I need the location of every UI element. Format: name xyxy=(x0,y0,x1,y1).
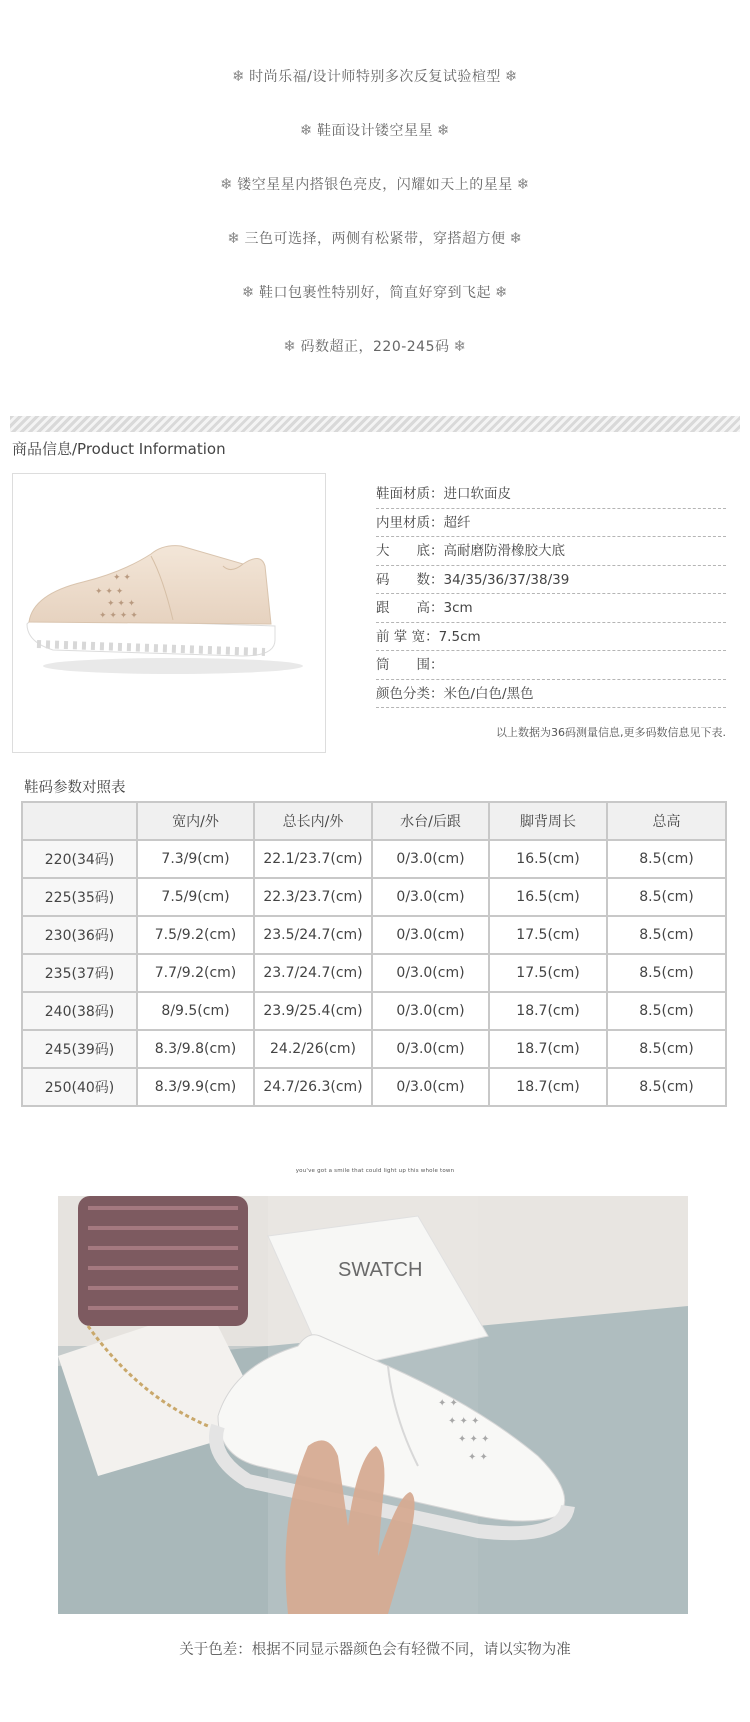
table-cell: 18.7(cm) xyxy=(489,992,607,1030)
lifestyle-shoe-image xyxy=(58,1196,688,1614)
tagline: you've got a smile that could light up this whole town xyxy=(295,1168,455,1174)
spec-key: 颜色分类： xyxy=(376,685,444,702)
size-label-cell: 225(35码) xyxy=(22,878,137,916)
table-header: 宽内/外 xyxy=(137,802,254,840)
table-cell: 17.5(cm) xyxy=(489,954,607,992)
table-cell: 7.5/9.2(cm) xyxy=(137,916,254,954)
feature-text: 鞋面设计镂空星星 xyxy=(317,123,433,139)
size-label-cell: 250(40码) xyxy=(22,1068,137,1106)
feature-text: 时尚乐福/设计师特别多次反复试验楦型 xyxy=(249,69,501,85)
snowflake-icon: ❄ xyxy=(453,337,467,355)
table-header xyxy=(22,802,137,840)
table-cell: 8.5(cm) xyxy=(607,840,726,878)
spec-key: 码 数： xyxy=(376,571,444,588)
spec-row xyxy=(376,480,726,509)
table-cell: 8.5(cm) xyxy=(607,992,726,1030)
table-cell: 8.3/9.8(cm) xyxy=(137,1030,254,1068)
snowflake-icon: ❄ xyxy=(516,175,530,193)
table-row xyxy=(22,954,726,992)
spec-key: 筒 围： xyxy=(376,657,444,673)
table-row xyxy=(22,840,726,878)
table-cell: 0/3.0(cm) xyxy=(372,954,489,992)
table-cell: 8.5(cm) xyxy=(607,878,726,916)
size-label-cell: 230(36码) xyxy=(22,916,137,954)
spec-key: 前 掌 宽： xyxy=(376,628,439,645)
table-cell: 0/3.0(cm) xyxy=(372,992,489,1030)
table-cell: 8.5(cm) xyxy=(607,954,726,992)
table-cell: 16.5(cm) xyxy=(489,878,607,916)
table-row xyxy=(22,916,726,954)
color-disclaimer: 关于色差：根据不同显示器颜色会有轻微不同，请以实物为准 xyxy=(179,1642,571,1658)
snowflake-icon: ❄ xyxy=(299,121,313,139)
section-divider xyxy=(10,416,740,432)
table-cell: 8.5(cm) xyxy=(607,916,726,954)
table-cell: 0/3.0(cm) xyxy=(372,840,489,878)
snowflake-icon: ❄ xyxy=(220,175,234,193)
snowflake-icon: ❄ xyxy=(227,229,241,247)
spec-row xyxy=(376,680,726,709)
spec-key: 内里材质： xyxy=(376,514,444,531)
table-cell: 8/9.5(cm) xyxy=(137,992,254,1030)
table-cell: 17.5(cm) xyxy=(489,916,607,954)
feature-text: 码数超正，220-245码 xyxy=(300,339,450,355)
spec-value: 高耐磨防滑橡胶大底 xyxy=(443,543,565,559)
feature-text: 鞋口包裹性特别好，简直好穿到飞起 xyxy=(259,285,491,301)
snowflake-icon: ❄ xyxy=(504,67,518,85)
spec-row xyxy=(376,594,726,623)
feature-line xyxy=(0,274,750,328)
spec-value: 进口软面皮 xyxy=(443,486,511,502)
spec-value: 7.5cm xyxy=(438,628,481,645)
table-cell: 0/3.0(cm) xyxy=(372,1030,489,1068)
spec-key: 跟 高： xyxy=(376,600,444,616)
feature-line xyxy=(0,220,750,274)
feature-line xyxy=(0,166,750,220)
size-table xyxy=(21,801,727,1107)
table-cell: 8.3/9.9(cm) xyxy=(137,1068,254,1106)
size-label-cell: 245(39码) xyxy=(22,1030,137,1068)
table-header: 总高 xyxy=(607,802,726,840)
spec-value: 3cm xyxy=(443,600,473,616)
table-cell: 0/3.0(cm) xyxy=(372,1068,489,1106)
snowflake-icon: ❄ xyxy=(283,337,297,355)
spec-key: 大 底： xyxy=(376,543,444,559)
section-title: 商品信息/Product Information xyxy=(12,440,226,458)
spec-row xyxy=(376,651,726,680)
feature-line xyxy=(0,58,750,112)
table-row xyxy=(22,992,726,1030)
table-cell: 23.7/24.7(cm) xyxy=(254,954,372,992)
table-header: 总长内/外 xyxy=(254,802,372,840)
table-cell: 23.9/25.4(cm) xyxy=(254,992,372,1030)
feature-list xyxy=(0,58,750,382)
table-cell: 23.5/24.7(cm) xyxy=(254,916,372,954)
feature-text: 三色可选择，两侧有松紧带，穿搭超方便 xyxy=(244,231,506,247)
spec-row xyxy=(376,537,726,566)
product-photo xyxy=(12,473,326,753)
spec-value: 超纤 xyxy=(443,514,471,531)
size-label-cell: 240(38码) xyxy=(22,992,137,1030)
spec-list xyxy=(376,480,726,708)
table-header: 水台/后跟 xyxy=(372,802,489,840)
table-cell: 0/3.0(cm) xyxy=(372,878,489,916)
feature-line xyxy=(0,328,750,382)
svg-text:✦ ✦: ✦ ✦ xyxy=(468,1452,488,1463)
table-cell: 18.7(cm) xyxy=(489,1068,607,1106)
table-header: 脚背周长 xyxy=(489,802,607,840)
snowflake-icon: ❄ xyxy=(241,283,255,301)
lifestyle-photo xyxy=(58,1196,688,1614)
slip-on-shoe-image xyxy=(13,474,325,752)
table-cell: 7.7/9.2(cm) xyxy=(137,954,254,992)
table-cell: 8.5(cm) xyxy=(607,1068,726,1106)
snowflake-icon: ❄ xyxy=(437,121,451,139)
spec-value: 34/35/36/37/38/39 xyxy=(443,571,570,588)
table-cell: 16.5(cm) xyxy=(489,840,607,878)
book-title: SWATCH xyxy=(338,1259,423,1281)
table-cell: 7.5/9(cm) xyxy=(137,878,254,916)
svg-text:✦ ✦: ✦ ✦ xyxy=(113,573,131,583)
spec-row xyxy=(376,509,726,538)
size-label-cell: 220(34码) xyxy=(22,840,137,878)
size-label-cell: 235(37码) xyxy=(22,954,137,992)
svg-text:✦ ✦ ✦: ✦ ✦ ✦ xyxy=(458,1434,490,1445)
spec-note: 以上数据为36码测量信息,更多码数信息见下表. xyxy=(496,726,726,739)
spec-row xyxy=(376,623,726,652)
size-table-title: 鞋码参数对照表 xyxy=(24,780,126,796)
table-cell: 22.1/23.7(cm) xyxy=(254,840,372,878)
table-row xyxy=(22,1068,726,1106)
snowflake-icon: ❄ xyxy=(509,229,523,247)
table-cell: 18.7(cm) xyxy=(489,1030,607,1068)
svg-text:✦ ✦: ✦ ✦ xyxy=(438,1398,458,1409)
table-cell: 24.7/26.3(cm) xyxy=(254,1068,372,1106)
feature-line xyxy=(0,112,750,166)
svg-text:✦ ✦ ✦: ✦ ✦ ✦ xyxy=(107,599,136,609)
table-cell: 8.5(cm) xyxy=(607,1030,726,1068)
svg-text:✦ ✦ ✦: ✦ ✦ ✦ xyxy=(95,587,124,597)
spec-value: 米色/白色/黑色 xyxy=(443,685,534,702)
svg-text:✦ ✦ ✦ ✦: ✦ ✦ ✦ ✦ xyxy=(99,611,138,621)
table-header-row xyxy=(22,802,726,840)
snowflake-icon: ❄ xyxy=(495,283,509,301)
table-cell: 22.3/23.7(cm) xyxy=(254,878,372,916)
spec-row xyxy=(376,566,726,595)
spec-key: 鞋面材质： xyxy=(376,486,444,502)
table-cell: 7.3/9(cm) xyxy=(137,840,254,878)
svg-text:✦ ✦ ✦: ✦ ✦ ✦ xyxy=(448,1416,480,1427)
table-row xyxy=(22,1030,726,1068)
table-cell: 24.2/26(cm) xyxy=(254,1030,372,1068)
table-cell: 0/3.0(cm) xyxy=(372,916,489,954)
table-row xyxy=(22,878,726,916)
snowflake-icon: ❄ xyxy=(232,67,246,85)
feature-text: 镂空星星内搭银色亮皮，闪耀如天上的星星 xyxy=(237,177,513,193)
